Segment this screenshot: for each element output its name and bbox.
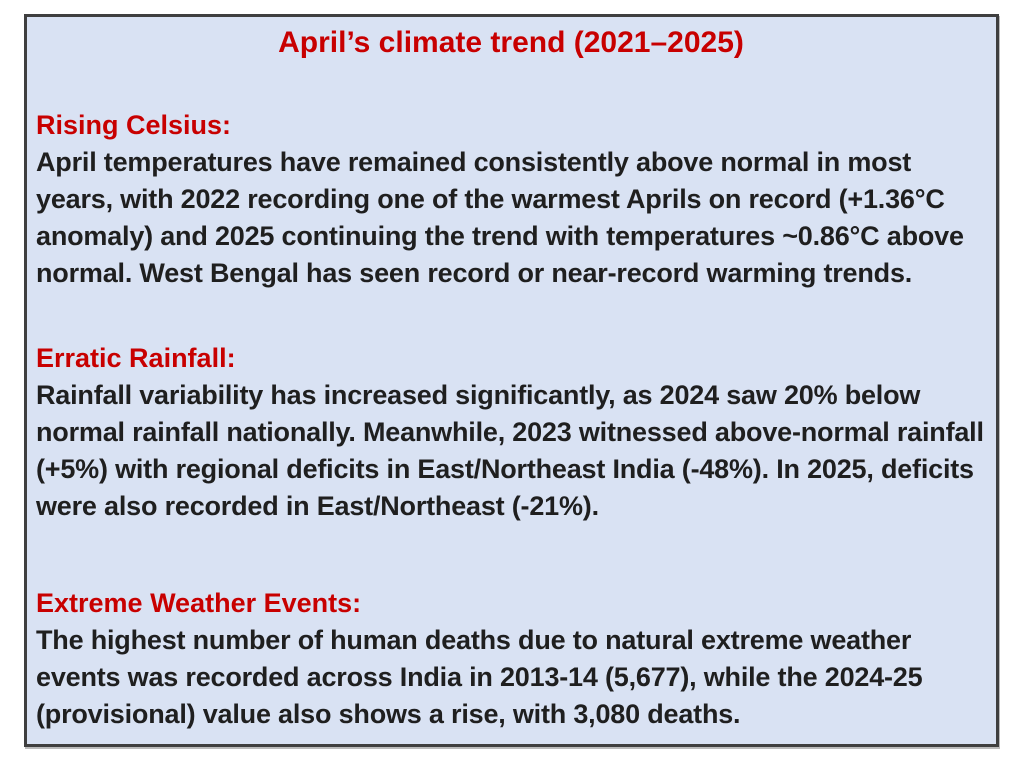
section-body-rising-celsius: April temperatures have remained consistently above normal in most years, with 2022 recording one of the warmest Aprils on record (+1.36°C anomaly) and 2025 continuing the trend with temperatures ~0.86°C above normal. West Bengal has seen record or near-record warming trends.: [36, 147, 964, 288]
section-body-extreme-weather-events: The highest number of human deaths due to natural extreme weather events was recorded across India in 2013-14 (5,677), while the 2024-25 (provisional) value also shows a rise, with 3,080 deaths.: [36, 625, 923, 729]
section-extreme-weather-events: [36, 585, 986, 733]
section-heading-extreme-weather-events: Extreme Weather Events:: [36, 588, 362, 618]
page-title: April’s climate trend (2021–2025): [278, 26, 744, 59]
slide-text-box: [24, 14, 999, 747]
section-heading-erratic-rainfall: Erratic Rainfall:: [36, 343, 236, 373]
section-heading-rising-celsius: Rising Celsius:: [36, 110, 232, 140]
section-rising-celsius: [36, 107, 986, 292]
section-erratic-rainfall: [36, 340, 986, 525]
section-body-erratic-rainfall: Rainfall variability has increased significantly, as 2024 saw 20% below normal rainfall nationally. Meanwhile, 2023 witnessed above-normal rainfall (+5%) with regional deficits in East/Northeast India (-48%). In 2025, deficits were also recorded in East/Northeast (-21%).: [36, 380, 984, 521]
